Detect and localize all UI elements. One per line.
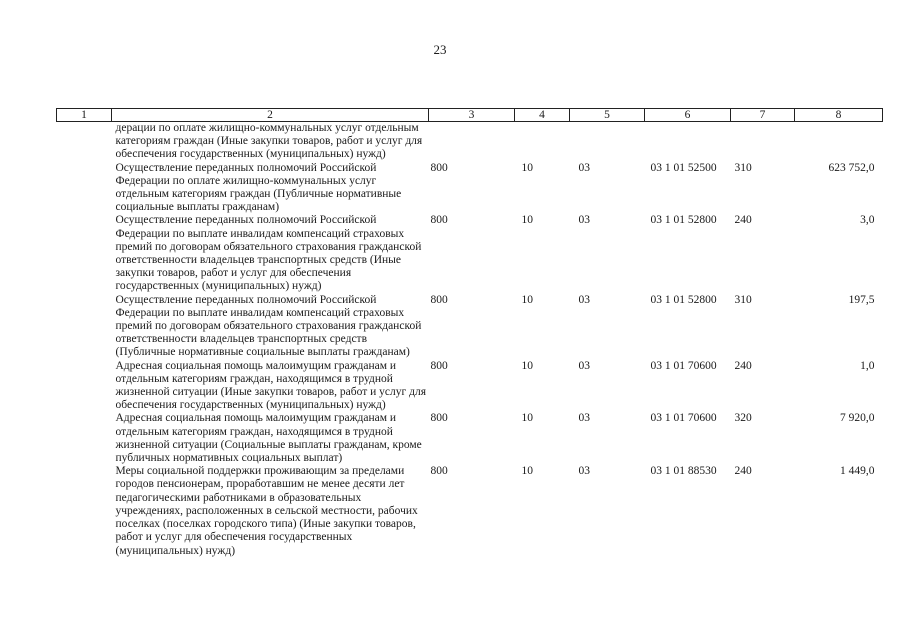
header-col-8: 8 [795, 109, 883, 122]
table-row [57, 412, 883, 465]
row-col7: 320 [734, 412, 752, 425]
row-name: Осуществление переданных полномочий Российской Федерации по выплате инвалидам компенсаций страховых премий по договорам обязательного страхования гражданской ответственности владельцев транспортных средств (Иные закупки товаров, работ и услуг для обеспечения государственных (муниципальных) нужд) [115, 214, 422, 293]
continuation-row [57, 122, 883, 162]
row-col7: 240 [734, 359, 752, 372]
row-col5: 03 [578, 465, 590, 478]
budget-table [56, 108, 883, 558]
continuation-text: дерации по оплате жилищно-коммунальных услуг отдельным категориям граждан (Иные закупки товаров, работ и услуг для обеспечения государственных (муниципальных) нужд) [115, 122, 423, 161]
row-col6: 03 1 01 52500 [650, 161, 717, 174]
row-col7: 240 [734, 465, 752, 478]
row-col4: 10 [521, 359, 533, 372]
row-col3: 800 [430, 214, 448, 227]
header-col-3: 3 [429, 109, 515, 122]
header-row [57, 109, 883, 122]
row-col7: 310 [734, 161, 752, 174]
row-col6: 03 1 01 52800 [650, 214, 717, 227]
row-col5: 03 [578, 293, 590, 306]
row-col5: 03 [578, 359, 590, 372]
header-col-1: 1 [57, 109, 112, 122]
row-name: Адресная социальная помощь малоимущим гражданам и отдельным категориям граждан, находящимся в трудной жизненной ситуации (Социальные выплаты гражданам, кроме публичных нормативных социальных выплат) [115, 412, 422, 465]
row-col6: 03 1 01 52800 [650, 293, 717, 306]
header-col-7: 7 [731, 109, 795, 122]
table-row [57, 214, 883, 293]
row-col5: 03 [578, 214, 590, 227]
header-col-5: 5 [570, 109, 645, 122]
table-row [57, 162, 883, 215]
row-col5: 03 [578, 161, 590, 174]
row-col6: 03 1 01 70600 [650, 359, 717, 372]
row-col4: 10 [521, 412, 533, 425]
row-col3: 800 [430, 465, 448, 478]
row-col5: 03 [578, 412, 590, 425]
row-col6: 03 1 01 88530 [650, 465, 717, 478]
row-col3: 800 [430, 412, 448, 425]
row-name: Осуществление переданных полномочий Российской Федерации по оплате жилищно-коммунальных услуг отдельным категориям граждан (Публичные нормативные социальные выплаты гражданам) [115, 161, 402, 214]
row-amount: 3,0 [860, 214, 875, 227]
row-amount: 1 449,0 [840, 465, 875, 478]
page-number: 23 [433, 42, 447, 57]
header-col-2: 2 [112, 109, 429, 122]
row-amount: 7 920,0 [840, 412, 875, 425]
header-col-6: 6 [645, 109, 731, 122]
row-col3: 800 [430, 293, 448, 306]
table-header [57, 109, 883, 122]
row-col4: 10 [521, 293, 533, 306]
row-col7: 310 [734, 293, 752, 306]
row-col4: 10 [521, 465, 533, 478]
row-name: Осуществление переданных полномочий Российской Федерации по выплате инвалидам компенсаций страховых премий по договорам обязательного страхования гражданской ответственности владельцев транспортных средств (Публичные нормативные социальные выплаты гражданам) [115, 293, 422, 359]
row-amount: 1,0 [860, 359, 875, 372]
row-col4: 10 [521, 214, 533, 227]
row-col7: 240 [734, 214, 752, 227]
row-name: Меры социальной поддержки проживающим за пределами городов пенсионерам, проработавшим не менее десяти лет педагогическими работниками в образовательных учреждениях, расположенных в сельской местности, рабочих поселках (поселках городского типа) (Иные закупки товаров, работ и услуг для обеспечения государственных (муниципальных) нужд) [115, 465, 418, 557]
row-amount: 197,5 [848, 293, 875, 306]
table-row [57, 360, 883, 413]
table-body [57, 122, 883, 558]
row-col3: 800 [430, 359, 448, 372]
row-col3: 800 [430, 161, 448, 174]
row-name: Адресная социальная помощь малоимущим гражданам и отдельным категориям граждан, находящимся в трудной жизненной ситуации (Иные закупки товаров, работ и услуг для обеспечения государственных (муниципальных) нужд) [115, 359, 426, 412]
row-col6: 03 1 01 70600 [650, 412, 717, 425]
header-col-4: 4 [515, 109, 570, 122]
row-amount: 623 752,0 [828, 161, 875, 174]
table-row [57, 294, 883, 360]
row-col4: 10 [521, 161, 533, 174]
table-row [57, 465, 883, 557]
